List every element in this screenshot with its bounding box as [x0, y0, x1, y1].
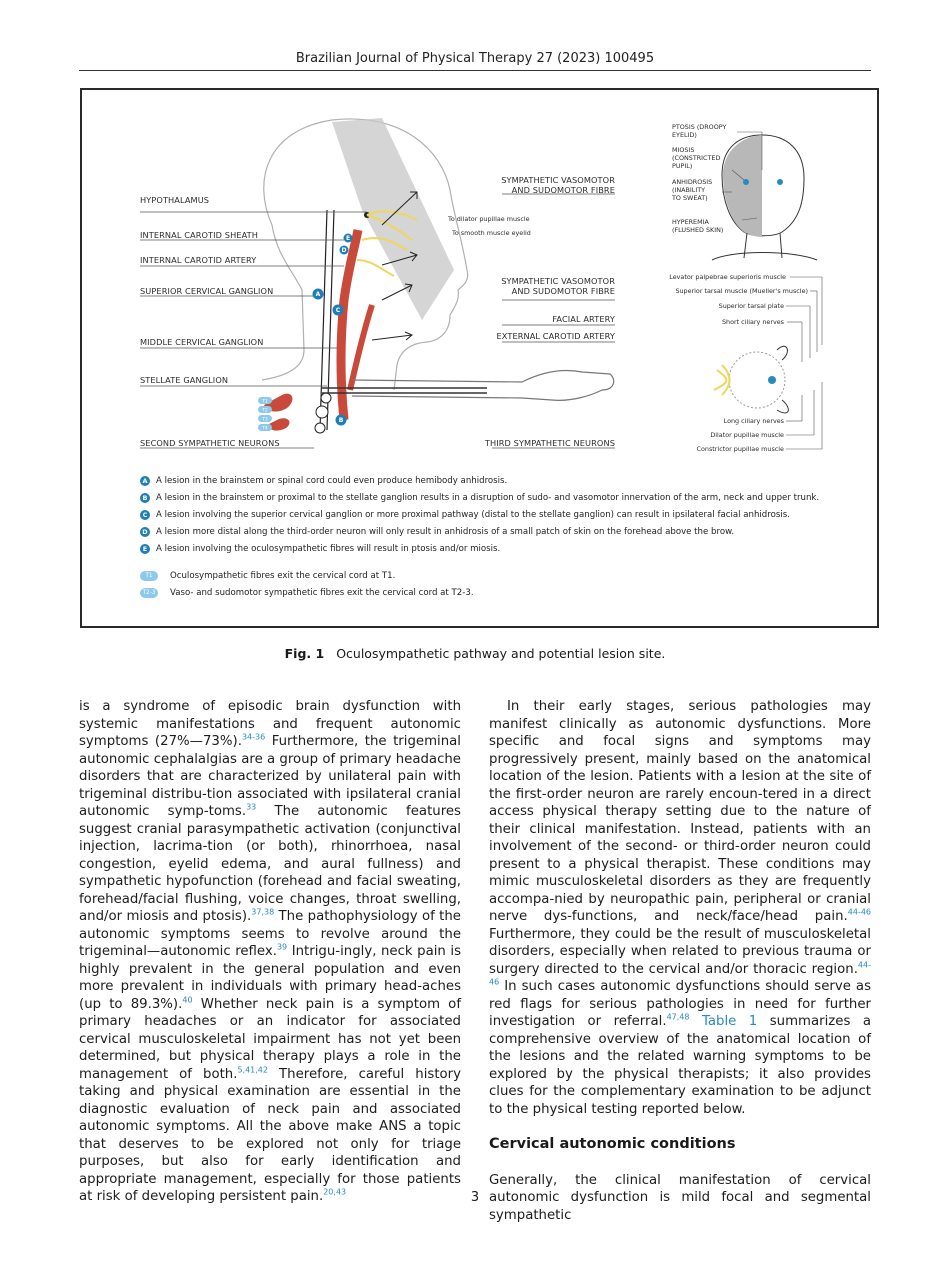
citation[interactable]: 34-36	[241, 732, 266, 742]
face-label-miosis-1: MIOSIS	[672, 146, 695, 154]
arm-illustration	[352, 370, 614, 400]
marker-a: A	[315, 291, 321, 298]
text-run: The autonomic features suggest cranial parasympathetic activation (conjunctival injection, lacrima-tion (or both), rhinorrhoea, nasal congestion, eyelid edema, and aural fullness) and sympathetic hypofunction (forehead and facial sweating, forehead/facial flushing, voice changes, throat swelling, and/or miosis and ptosis).	[79, 804, 461, 924]
face-illustration	[712, 135, 817, 260]
legend-text: A lesion involving the superior cervical ganglion or more proximal pathway (distal to the stellate ganglion) can result in ipsilateral facial anhidrosis.	[156, 510, 790, 520]
citation[interactable]: 44-46	[489, 960, 871, 987]
text-run: Whether neck pain is a symptom of primary headaches or an indicator for associated cervical musculoskeletal impairment has not yet been determined, but physical therapy plays a role in the management of both.	[79, 996, 462, 1082]
text-run: Furthermore, they could be the result of musculoskeletal disorders, especially when related to previous trauma or surgery directed to the cervical and/or thoracic region.	[489, 926, 871, 977]
left-column	[79, 698, 461, 1206]
marker-e: E	[345, 235, 351, 242]
legend-badge: D	[140, 527, 150, 537]
marker-b: B	[338, 417, 344, 424]
legend-badge: B	[140, 493, 150, 503]
text-run: The pathophysiology of the autonomic symptoms seems to revolve around the trigeminal—autonomic reflex.	[79, 909, 461, 959]
caption-text: Oculosympathetic pathway and potential lesion site.	[336, 646, 666, 661]
label-internal-carotid-sheath: INTERNAL CAROTID SHEATH	[140, 230, 259, 240]
right-paragraph-1	[489, 698, 871, 1118]
table-1-link[interactable]: Table 1	[701, 1014, 758, 1029]
face-label-ptosis-2: EYELID)	[672, 131, 697, 139]
label-superior-cervical-ganglion: SUPERIOR CERVICAL GANGLION	[140, 286, 274, 296]
legend-text: Vaso- and sudomotor sympathetic fibres exit the cervical cord at T2-3.	[170, 588, 474, 598]
marker-c: C	[335, 307, 341, 314]
label-third-sympathetic-neurons: THIRD SYMPATHETIC NEURONS	[484, 438, 615, 448]
label-vasomotor-mid-1: SYMPATHETIC VASOMOTOR	[501, 276, 615, 286]
legend-item-d	[140, 527, 734, 537]
right-paragraph-2: Generally, the clinical manifestation of cervical autonomic dysfunction is mild focal and segmental sympathetic	[489, 1172, 871, 1223]
label-internal-carotid-artery: INTERNAL CAROTID ARTERY	[140, 255, 257, 265]
shaded-face-region	[332, 118, 454, 320]
legend-text: A lesion involving the oculosympathetic fibres will result in ptosis and/or miosis.	[156, 544, 501, 554]
caption-label: Fig. 1	[284, 646, 325, 661]
legend-text: A lesion in the brainstem or spinal cord could even produce hemibody anhidrosis.	[156, 476, 508, 486]
tag-t2: T2	[262, 408, 268, 414]
eye-label-mueller: Superior tarsal muscle (Mueller's muscle)	[675, 287, 808, 295]
legend-pill: T2-3	[140, 588, 158, 598]
header-rule	[79, 70, 871, 71]
eye-label-short-ciliary: Short ciliary nerves	[721, 318, 784, 326]
citation[interactable]: 40	[182, 995, 193, 1005]
running-head: Brazilian Journal of Physical Therapy 27 (2023) 100495	[295, 51, 655, 66]
text-run: summarizes a comprehensive overview of the anatomical location of the lesions and the related warning symptoms to be explored by the physical therapists; it also provides clues for the complementary examination to be adjunct to the physical testing reported below.	[489, 1014, 871, 1117]
legend-item-b	[140, 493, 819, 503]
label-stellate-ganglion: STELLATE GANGLION	[140, 375, 229, 385]
citation[interactable]: 37,38	[251, 907, 275, 917]
eye-label-constrictor: Constrictor pupillae muscle	[696, 445, 784, 453]
legend-text: A lesion in the brainstem or proximal to the stellate ganglion results in a disruption of sudo- and vasomotor innervation of the arm, neck and upper trunk.	[156, 493, 820, 503]
label-to-smooth: To smooth muscle eyelid	[452, 229, 531, 237]
marker-d: D	[341, 247, 347, 254]
label-facial-artery: FACIAL ARTERY	[552, 314, 615, 324]
face-label-hyperemia-1: HYPEREMIA	[672, 218, 709, 226]
legend-badge: A	[140, 476, 150, 486]
text-run: Furthermore, the trigeminal autonomic cephalalgias are a group of primary headache disorders that are characterized by unilateral pain with trigeminal distribu-tion associated with ipsilateral cranial autonomic symp-toms.	[79, 734, 461, 819]
face-label-miosis-3: PUPIL)	[672, 162, 693, 170]
text-run: In their early stages, serious pathologies may manifest clinically as autonomic dysfunctions. More specific and focal signs and symptoms may progressively present, mainly based on the anatomical location of the lesion. Patients with a lesion at the site of the first-order neuron are rarely encoun-tered in a direct access physical therapy setting due to the nature of their clinical manifestation. Instead, patients with an involvement of the second- or third-order neuron could present to a physical therapist. These conditions may mimic musculoskeletal disorders as they are frequently accompa-nied by neuropathic pain, peripheral or cranial nerve dys-functions, and neck/face/head pain.	[489, 699, 871, 924]
internal-carotid-artery	[341, 230, 358, 420]
external-carotid-artery	[350, 305, 372, 390]
tag-t3: T3	[262, 417, 268, 423]
label-middle-cervical-ganglion: MIDDLE CERVICAL GANGLION	[140, 337, 264, 347]
eye-label-levator: Levator palpebrae superioris muscle	[669, 273, 786, 281]
face-label-miosis-2: (CONSTRICTED	[672, 154, 721, 162]
legend-badge: E	[140, 544, 150, 554]
label-vasomotor-top-2: AND SUDOMOTOR FIBRE	[511, 185, 615, 195]
page-number: 3	[470, 1190, 480, 1205]
vertebra-tags	[258, 397, 272, 432]
text-run: Therefore, careful history taking and physical examination are essential in the diagnostic evaluation of neck pain and associated autonomic symptoms. All the above make ANS a topic that deserves to be explored not only for triage purposes, but also for early identification and appropriate management, especially for those patients at risk of developing persistent pain.	[79, 1066, 461, 1204]
legend-text: Oculosympathetic fibres exit the cervical cord at T1.	[170, 571, 396, 581]
legend-badge: C	[140, 510, 150, 520]
legend-item-a	[140, 476, 507, 486]
tag-t1: T1	[262, 399, 268, 405]
figure-caption	[79, 646, 871, 661]
tag-t4: T4	[262, 426, 268, 432]
citation[interactable]: 20,43	[323, 1187, 347, 1197]
legend-item-e	[140, 544, 500, 554]
label-second-sympathetic-neurons: SECOND SYMPATHETIC NEURONS	[140, 438, 280, 448]
section-heading: Cervical autonomic conditions	[489, 1136, 736, 1152]
citation[interactable]: 39	[276, 942, 288, 952]
citation[interactable]: 47,48	[666, 1012, 690, 1022]
legend-text: A lesion more distal along the third-order neuron will only result in anhidrosis of a small patch of skin on the forehead above the brow.	[156, 527, 735, 537]
face-label-ptosis-1: PTOSIS (DROOPY	[672, 123, 727, 131]
legend-fibre-t1	[140, 571, 395, 581]
eye-cross-section	[714, 346, 788, 413]
face-label-anhidrosis-2: (INABILITY	[672, 186, 706, 194]
text-run: In such cases autonomic dysfunctions should serve as red flags for serious pathologies in need for further investigation or referral.	[489, 979, 871, 1029]
face-label-hyperemia-2: (FLUSHED SKIN)	[672, 226, 724, 234]
eye-leader-lines	[786, 277, 822, 449]
face-label-anhidrosis-1: ANHIDROSIS	[672, 178, 713, 186]
label-vasomotor-mid-2: AND SUDOMOTOR FIBRE	[511, 286, 615, 296]
label-to-dilator: To dilator pupillae muscle	[448, 215, 530, 223]
citation[interactable]: 5,41,42	[237, 1065, 268, 1075]
eye-label-long-ciliary: Long ciliary nerves	[723, 417, 784, 425]
right-column	[489, 698, 871, 1224]
legend-item-c	[140, 510, 790, 520]
label-hypothalamus: HYPOTHALAMUS	[140, 195, 210, 205]
eye-label-dilator: Dilator pupillae muscle	[710, 431, 784, 439]
legend-fibre-t2-3	[140, 588, 474, 598]
label-vasomotor-top-1: SYMPATHETIC VASOMOTOR	[501, 175, 615, 185]
citation[interactable]: 33	[246, 802, 257, 812]
text-run: Intrigu-ingly, neck pain is highly prevalent in the general population and even more prevalent in individuals with primary head-aches (up to 89.3%).	[79, 944, 461, 1012]
face-label-anhidrosis-3: TO SWEAT)	[672, 194, 708, 202]
left-paragraph	[79, 698, 461, 1206]
legend-pill: T1	[140, 571, 158, 581]
citation[interactable]: 44-46	[847, 907, 871, 917]
figure-1	[80, 88, 879, 628]
eye-label-tarsal-plate: Superior tarsal plate	[718, 302, 784, 310]
label-external-carotid-artery: EXTERNAL CAROTID ARTERY	[496, 331, 615, 341]
text-run: is a syndrome of episodic brain dysfunction with systemic manifestations and frequent autonomic symptoms (27%—73%).	[79, 699, 461, 749]
